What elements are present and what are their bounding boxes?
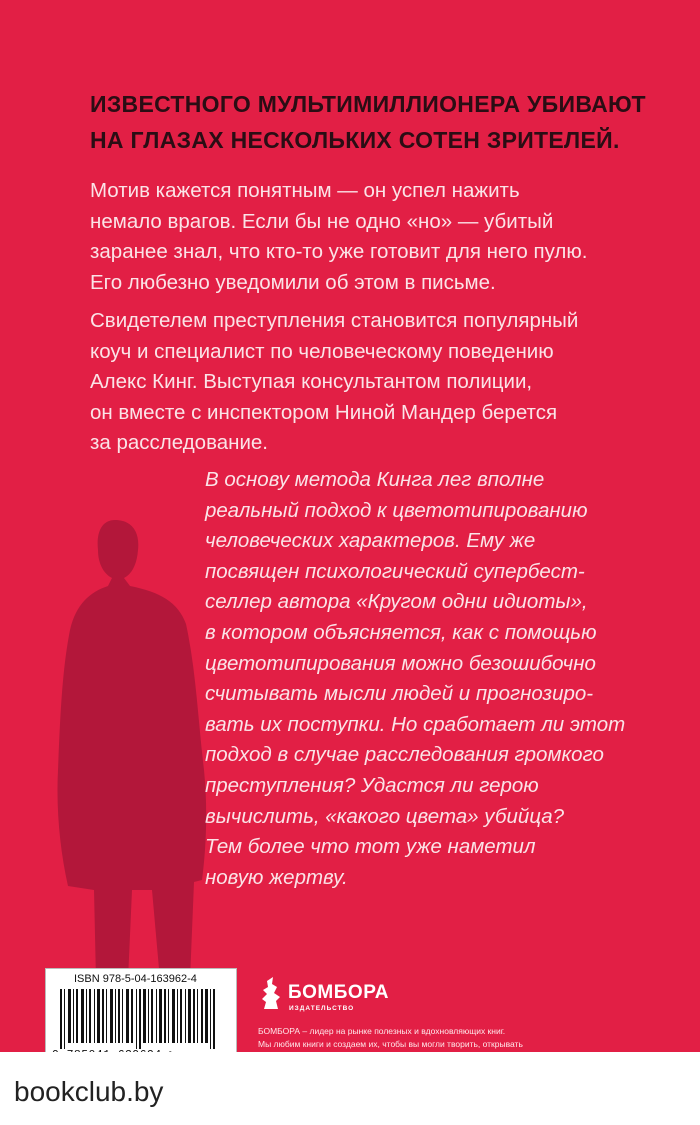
paragraph-plot: Мотив кажется понятным — он успел нажить немало врагов. Если бы не одно «но» — убитый заранее знал, что кто-то уже готовит для него пулю. Его любезно уведомили об этом в письме. bbox=[90, 179, 588, 294]
isbn-label: ISBN 978-5-04-163962-4 bbox=[74, 973, 197, 985]
barcode-icon bbox=[60, 989, 220, 1049]
publisher-description: БОМБОРА – лидер на рынке полезных и вдохновляющих книг. Мы любим книги и создаем их, чтобы вы могли творить, открывать bbox=[258, 1026, 523, 1049]
quote-italic: В основу метода Кинга лег вполне реальный подход к цветотипированию человеческих характеров. Ему же посвящен психологический супербест- селлер автора «Кругом одни идиоты», в котором объясняется, как с помощью цветотипирования можно безошибочно считывать мысли людей и прогнозиро- вать их поступки. Но сработает ли этот подход в случае расследования громкого преступления? Удастся ли герою вычислить, «какого цвета» убийца? Тем более что тот уже наметил новую жертву. bbox=[205, 468, 626, 889]
paragraph-hero: Свидетелем преступления становится популярный коуч и специалист по человеческому поведению Алекс Кинг. Выступая консультантом полиции, он вместе с инспектором Ниной Мандер берется за расследование. bbox=[90, 309, 579, 455]
headline: ИЗВЕСТНОГО МУЛЬТИМИЛЛИОНЕРА УБИВАЮТ НА ГЛАЗАХ НЕСКОЛЬКИХ СОТЕН ЗРИТЕЛЕЙ. bbox=[90, 91, 646, 153]
publisher-name: БОМБОРА bbox=[288, 982, 389, 1003]
publisher-logo-icon bbox=[258, 975, 284, 1011]
publisher-subtitle: ИЗДАТЕЛЬСТВО bbox=[289, 1005, 355, 1012]
watermark-text: bookclub.by bbox=[14, 1076, 164, 1107]
